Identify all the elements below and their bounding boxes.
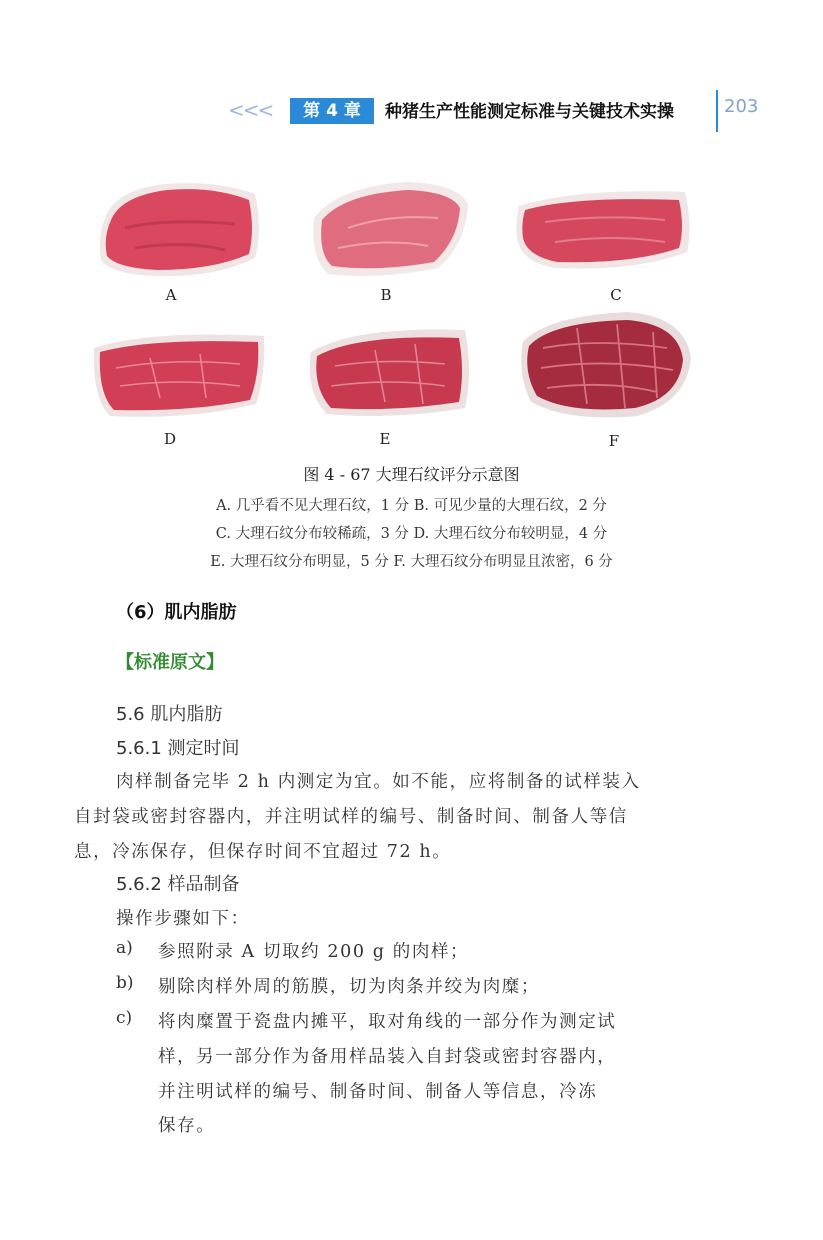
meat-label-a: A bbox=[165, 286, 177, 304]
chapter-title: 种猪生产性能测定标准与关键技术实操 bbox=[385, 102, 674, 122]
meat-sample-a-image bbox=[95, 178, 265, 282]
step-marker: c) bbox=[116, 1008, 133, 1028]
step-line: 并注明试样的编号、制备时间、制备人等信息，冷冻 bbox=[158, 1082, 598, 1102]
paragraph-line: 自封袋或密封容器内，并注明试样的编号、制备时间、制备人等信 bbox=[74, 807, 628, 827]
meat-label-e: E bbox=[379, 430, 391, 448]
steps-intro: 操作步骤如下： bbox=[116, 909, 250, 929]
standard-original-heading: 【标准原文】 bbox=[116, 652, 224, 673]
chapter-badge: 第 4 章 bbox=[290, 98, 374, 124]
step-line: 样，另一部分作为备用样品装入自封袋或密封容器内， bbox=[158, 1047, 617, 1067]
clause-5-6-1: 5.6.1 测定时间 bbox=[116, 738, 240, 759]
paragraph-line: 肉样制备完毕 2 h 内测定为宜。如不能，应将制备的试样装入 bbox=[116, 772, 641, 792]
meat-label-c: C bbox=[610, 286, 622, 304]
meat-sample-c-image bbox=[515, 182, 695, 276]
step-line: 将肉糜置于瓷盘内摊平，取对角线的一部分作为测定试 bbox=[158, 1012, 617, 1032]
meat-label-b: B bbox=[380, 286, 392, 304]
step-line: 保存。 bbox=[158, 1116, 216, 1136]
meat-sample-e-image bbox=[305, 322, 475, 420]
meat-sample-b-image bbox=[308, 178, 473, 282]
meat-sample-d-image bbox=[90, 328, 268, 420]
figure-legend-line: E. 大理石纹分布明显，5 分 F. 大理石纹分布明显且浓密，6 分 bbox=[210, 554, 613, 570]
figure-legend-line: A. 几乎看不见大理石纹，1 分 B. 可见少量的大理石纹，2 分 bbox=[216, 498, 607, 514]
step-marker: b) bbox=[116, 973, 134, 993]
header-divider bbox=[716, 90, 718, 132]
figure-caption: 图 4 - 67 大理石纹评分示意图 bbox=[303, 465, 520, 484]
meat-label-d: D bbox=[163, 430, 177, 448]
section-heading: （6）肌内脂肪 bbox=[116, 602, 237, 623]
paragraph-line: 息，冷冻保存，但保存时间不宜超过 72 h。 bbox=[74, 842, 452, 862]
step-line: 剔除肉样外周的筋膜，切为肉条并绞为肉糜； bbox=[158, 977, 540, 997]
meat-sample-f-image bbox=[517, 308, 693, 422]
chapter-arrows: <<< bbox=[228, 98, 273, 122]
step-marker: a) bbox=[116, 938, 133, 958]
step-line: 参照附录 A 切取约 200 g 的肉样； bbox=[158, 942, 470, 962]
clause-5-6: 5.6 肌内脂肪 bbox=[116, 704, 223, 725]
figure-legend-line: C. 大理石纹分布较稀疏，3 分 D. 大理石纹分布较明显，4 分 bbox=[215, 526, 608, 542]
clause-5-6-2: 5.6.2 样品制备 bbox=[116, 874, 240, 895]
meat-label-f: F bbox=[608, 432, 620, 450]
page-number: 203 bbox=[724, 96, 759, 117]
